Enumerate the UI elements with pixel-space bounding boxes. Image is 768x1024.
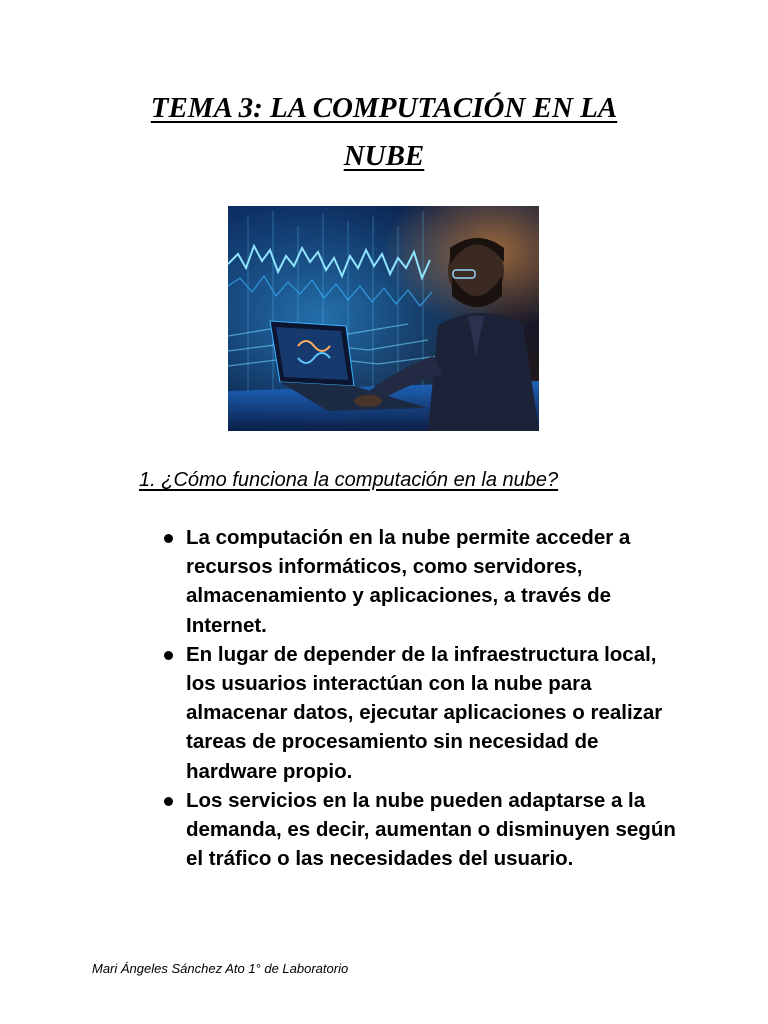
list-item: [186, 523, 686, 640]
bullet-list: [186, 523, 686, 873]
hero-image: [228, 206, 539, 431]
list-item: [186, 640, 686, 786]
bullet-text: La computación en la nube permite acceder a recursos informáticos, como servidores, almacenamiento y aplicaciones, a través de Internet.: [186, 526, 631, 637]
page-footer: Mari Ángeles Sánchez Ato 1° de Laboratorio: [92, 961, 349, 976]
bullet-text: En lugar de depender de la infraestructura local, los usuarios interactúan con la nube para almacenar datos, ejecutar aplicaciones o realizar tareas de procesamiento sin necesidad de hardware propio.: [186, 642, 663, 783]
bullet-dot-icon: [164, 651, 173, 660]
list-item: [186, 786, 686, 874]
bullet-text: Los servicios en la nube pueden adaptarse a la demanda, es decir, aumentan o disminuyen según el tráfico o las necesidades del usuario.: [186, 788, 676, 871]
title-line-2: NUBE: [343, 140, 425, 172]
bullet-dot-icon: [164, 534, 173, 543]
page-title: [84, 84, 684, 180]
section-heading: 1. ¿Cómo funciona la computación en la nube?: [139, 469, 559, 491]
title-line-1: TEMA 3: LA COMPUTACIÓN EN LA: [150, 92, 618, 124]
hero-illustration: [228, 206, 539, 431]
bullet-dot-icon: [164, 797, 173, 806]
